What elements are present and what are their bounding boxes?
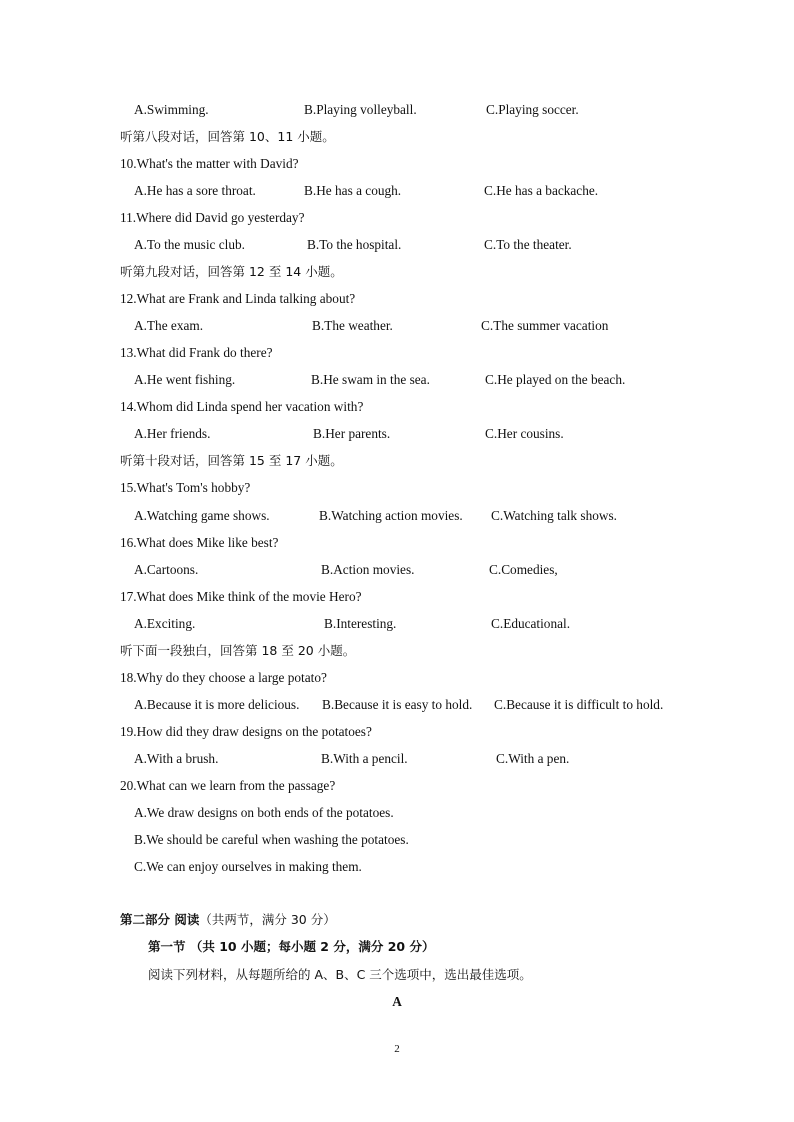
part2-note: （共两节，满分 30 分） (199, 912, 336, 927)
q11-option-c: C.To the theater. (484, 237, 572, 252)
q14-option-a: A.Her friends. (134, 426, 211, 441)
q18-option-b: B.Because it is easy to hold. (322, 697, 473, 712)
q11-option-b: B.To the hospital. (307, 237, 402, 252)
q17-question: 17.What does Mike think of the movie Hero? (120, 589, 362, 604)
section1-title: 第一节 （共 10 小题；每小题 2 分，满分 20 分） (148, 939, 435, 954)
section1-instruction: 阅读下列材料，从每题所给的 A、B、C 三个选项中，选出最佳选项。 (148, 967, 532, 982)
q12-question: 12.What are Frank and Linda talking about? (120, 291, 356, 306)
q16-option-c: C.Comedies, (489, 562, 558, 577)
q16-option-a: A.Cartoons. (134, 562, 199, 577)
q16-option-b: B.Action movies. (321, 562, 415, 577)
q17-option-b: B.Interesting. (324, 616, 397, 631)
q12-option-b: B.The weather. (312, 318, 393, 333)
q10-question: 10.What's the matter with David? (120, 156, 299, 171)
q9-option-b: B.Playing volleyball. (304, 102, 417, 117)
q20-option-a: A.We draw designs on both ends of the potatoes. (134, 805, 394, 820)
q16-question: 16.What does Mike like best? (120, 535, 279, 550)
q18-question: 18.Why do they choose a large potato? (120, 670, 327, 685)
part2-title: 第二部分 阅读 (120, 912, 200, 927)
q12-option-c: C.The summer vacation (481, 318, 609, 333)
q20-option-b: B.We should be careful when washing the potatoes. (134, 832, 409, 847)
q20-option-c: C.We can enjoy ourselves in making them. (134, 859, 362, 874)
q15-question: 15.What's Tom's hobby? (120, 480, 251, 495)
passage-label: A (392, 994, 402, 1009)
q13-option-c: C.He played on the beach. (485, 372, 626, 387)
q13-option-b: B.He swam in the sea. (311, 372, 430, 387)
q15-option-a: A.Watching game shows. (134, 508, 270, 523)
q10-option-c: C.He has a backache. (484, 183, 599, 198)
q10-option-a: A.He has a sore throat. (134, 183, 256, 198)
q18-option-c: C.Because it is difficult to hold. (494, 697, 664, 712)
q10-option-b: B.He has a cough. (304, 183, 402, 198)
instruction-monologue: 听下面一段独白，回答第 18 至 20 小题。 (120, 643, 356, 658)
q15-option-b: B.Watching action movies. (319, 508, 463, 523)
q14-question: 14.Whom did Linda spend her vacation with? (120, 399, 364, 414)
q19-option-b: B.With a pencil. (321, 751, 408, 766)
q13-option-a: A.He went fishing. (134, 372, 236, 387)
q19-option-a: A.With a brush. (134, 751, 219, 766)
q18-option-a: A.Because it is more delicious. (134, 697, 300, 712)
q17-option-c: C.Educational. (491, 616, 571, 631)
instruction-dialogue-10: 听第十段对话，回答第 15 至 17 小题。 (120, 453, 343, 468)
q12-option-a: A.The exam. (134, 318, 204, 333)
q9-option-c: C.Playing soccer. (486, 102, 579, 117)
q17-option-a: A.Exciting. (134, 616, 196, 631)
instruction-dialogue-8: 听第八段对话，回答第 10、11 小题。 (120, 129, 335, 144)
q11-question: 11.Where did David go yesterday? (120, 210, 305, 225)
q15-option-c: C.Watching talk shows. (491, 508, 617, 523)
page-number: 2 (394, 1043, 400, 1055)
part2-heading (120, 910, 336, 930)
q19-question: 19.How did they draw designs on the potatoes? (120, 724, 372, 739)
q14-option-b: B.Her parents. (313, 426, 391, 441)
q14-option-c: C.Her cousins. (485, 426, 564, 441)
q9-option-a: A.Swimming. (134, 102, 209, 117)
q13-question: 13.What did Frank do there? (120, 345, 273, 360)
instruction-dialogue-9: 听第九段对话，回答第 12 至 14 小题。 (120, 264, 343, 279)
q19-option-c: C.With a pen. (496, 751, 570, 766)
q20-question: 20.What can we learn from the passage? (120, 778, 336, 793)
q11-option-a: A.To the music club. (134, 237, 245, 252)
